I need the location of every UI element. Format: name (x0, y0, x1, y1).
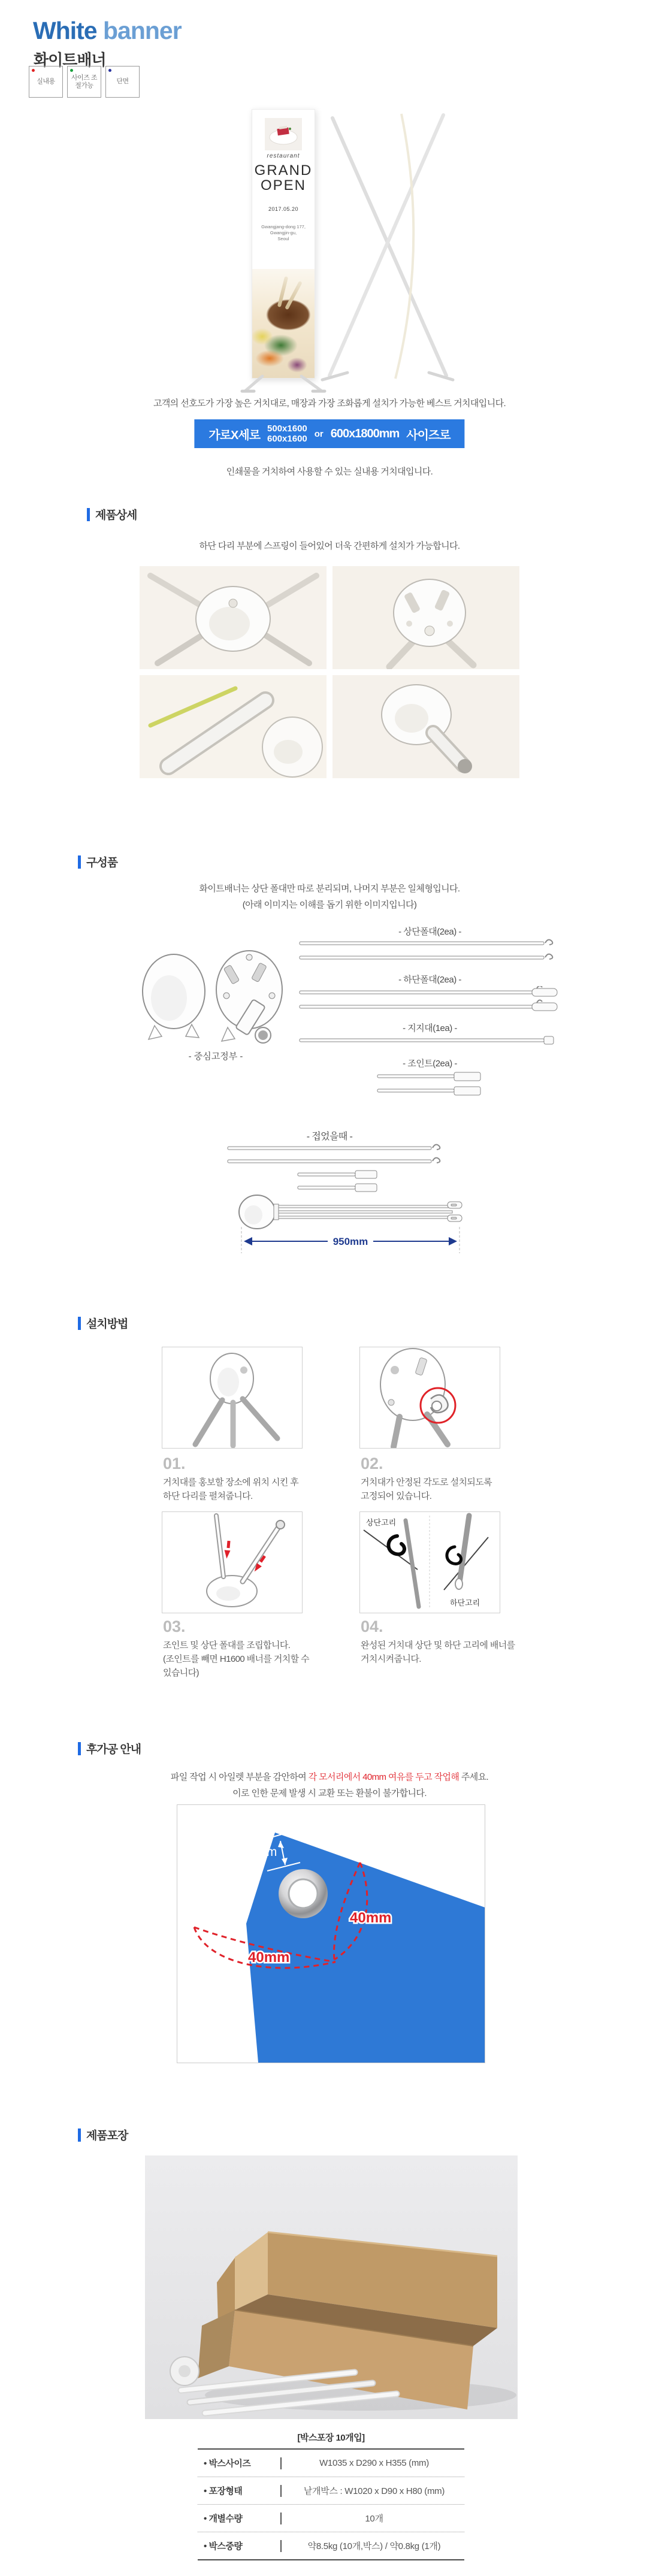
section-header-components: 구성품 (78, 854, 117, 870)
step4-image (359, 1511, 500, 1613)
hub-label: - 중심고정부 - (188, 1051, 243, 1062)
dish-photo (265, 118, 302, 150)
packaging-table-body (198, 2448, 464, 2560)
eyelet-guide-image (177, 1804, 485, 2063)
center-hub-illustration (132, 947, 300, 1045)
packaging-table-title: [박스포장 10개입] (297, 2433, 365, 2443)
sample-banner (252, 109, 315, 379)
detail-photo-hub-top (140, 566, 327, 669)
step3-text: 조인트 및 상단 폴대를 조립합니다. (조인트를 빼면 H1600 배너를 거치할 수 있습니다) (163, 1640, 310, 1678)
detail-photo-hub-side (332, 675, 519, 778)
table-row: • 박스중량 약8.5kg (10개,박스) / 약0.8kg (1개) (198, 2532, 464, 2559)
badge-single-sided-label: 단면 (116, 78, 129, 85)
page-subtitle: 화이트배너 (34, 51, 106, 69)
folded-stand-illustration (237, 1193, 464, 1230)
step2-text: 거치대가 안정된 각도로 설치되도록 고정되어 있습니다. (361, 1477, 492, 1501)
blue-bar-icon (78, 1317, 81, 1330)
folded-top-poles (226, 1143, 449, 1169)
x-frame-stand-illustration (312, 109, 461, 391)
finishing-notice-red: 각 모서리에서 40mm 여유를 두고 작업해 (308, 1772, 460, 1782)
intro-description: 고객의 선호도가 가장 높은 거치대로, 매장과 가장 조화롭게 설치가 가능한 베스트 거치대입니다. (153, 398, 506, 409)
intro-note: 인쇄물을 거치하여 사용할 수 있는 실내용 거치대입니다. (226, 467, 433, 477)
section-header-install: 설치방법 (78, 1315, 128, 1331)
step4-text: 완성된 거치대 상단 및 하단 고리에 배너를 거치시켜줍니다. (361, 1640, 515, 1664)
support-pole-illustration (298, 1035, 562, 1048)
components-desc2: (아래 이미지는 이해를 돕기 위한 이미지입니다) (242, 900, 417, 910)
page-title-primary: White (33, 17, 97, 44)
badge-single-sided (105, 66, 140, 98)
part-label-joint: - 조인트(2ea) - (403, 1059, 457, 1069)
banner-address: Gwangjang-dong 177, Gwangjin-gu, Seoul (261, 224, 306, 241)
step2-number: 02. (361, 1455, 383, 1473)
rib-bone-shape (285, 281, 303, 310)
corner-dim-v-label: 40mm (350, 1910, 392, 1926)
step4-number: 04. (361, 1617, 383, 1635)
hook-top-label: 상단고리 (366, 1518, 397, 1527)
packaging-table (198, 2431, 464, 2560)
feature-badges (29, 66, 140, 98)
eyelet-dim-label: 10mm (242, 1845, 277, 1859)
step1-number: 01. (163, 1455, 186, 1473)
step1-text: 거치대를 홍보할 장소에 위치 시킨 후 하단 다리를 펼쳐줍니다. (163, 1477, 299, 1501)
page-title (33, 17, 182, 45)
page-title-secondary: banner (103, 17, 182, 44)
size-options-stack (267, 424, 307, 444)
badge-size-adjustable-label: 사이즈 조절가능 (71, 74, 98, 89)
banner-date: 2017.05.20 (268, 206, 299, 212)
joints-illustration (376, 1070, 490, 1099)
divider (280, 2540, 282, 2552)
folded-dimension (237, 1227, 464, 1256)
blue-bar-icon (78, 1742, 81, 1755)
section-header-detail: 제품상세 (87, 506, 137, 522)
eyelet-guide-drawing (177, 1805, 485, 2063)
table-row: • 박스사이즈 W1035 x D290 x H355 (mm) (198, 2450, 464, 2477)
size-suffix: 사이즈로 (406, 428, 451, 442)
stand-feet-illustration (238, 373, 328, 394)
size-option-b: 600x1600 (267, 434, 307, 444)
detail-photo-hub-angled (332, 566, 519, 669)
part-label-bottom-pole: - 하단폴대(2ea) - (398, 975, 461, 985)
size-or: or (314, 428, 324, 439)
blue-bar-icon (78, 855, 81, 869)
divider (280, 2485, 282, 2497)
section-header-finishing: 후가공 안내 (78, 1740, 141, 1756)
bottom-poles-illustration (298, 986, 562, 1014)
section-header-packaging: 제품포장 (78, 2127, 128, 2143)
size-option-c: 600x1800mm (330, 427, 400, 440)
step3-number: 03. (163, 1617, 186, 1635)
badge-indoor-label: 실내용 (37, 78, 55, 85)
banner-title-line2: OPEN (260, 177, 306, 193)
finishing-notice-line1: 파일 작업 시 아일렛 부분을 감안하여 각 모서리에서 40mm 여유를 두고 작업해 주세요. (170, 1772, 489, 1782)
banner-brand-text: restaurant (267, 153, 300, 159)
corner-dim-h-label: 40mm (248, 1949, 290, 1966)
blue-bar-icon (78, 2128, 81, 2142)
folded-label: - 접었을때 - (306, 1132, 353, 1142)
components-desc1: 화이트배너는 상단 폴대만 따로 분리되며, 나머지 부분은 일체형입니다. (199, 884, 460, 894)
top-poles-illustration (298, 938, 562, 966)
table-row: • 개별수량 10개 (198, 2505, 464, 2532)
finishing-notice-line2: 이로 인한 문제 발생 시 교환 또는 환불이 불가합니다. (232, 1788, 427, 1798)
folded-dimension-label: 950mm (332, 1236, 368, 1247)
step3-image (162, 1511, 303, 1613)
banner-title-line1: GRAND (254, 162, 313, 179)
banner-food-photo (252, 269, 315, 378)
packaging-photo (145, 2155, 518, 2419)
size-highlight-box (194, 419, 464, 448)
detail-photo-leg-spring (140, 675, 327, 778)
size-prefix: 가로X세로 (208, 428, 261, 442)
hook-bottom-label: 하단고리 (450, 1598, 480, 1607)
red-dot-icon (32, 69, 35, 72)
navy-dot-icon (108, 69, 111, 72)
detail-description: 하단 다리 부분에 스프링이 들어있어 더욱 간편하게 설치가 가능합니다. (199, 541, 460, 551)
size-option-a: 500x1600 (267, 424, 307, 434)
divider (280, 2457, 282, 2469)
green-dot-icon (70, 69, 73, 72)
detail-photo-grid (140, 566, 519, 778)
badge-size-adjustable (67, 66, 101, 98)
table-row: • 포장형태 낱개박스 : W1020 x D90 x H80 (mm) (198, 2477, 464, 2505)
part-label-top-pole: - 상단폴대(2ea) - (398, 927, 461, 937)
divider (280, 2512, 282, 2524)
rib-bone-shape (277, 276, 288, 307)
blue-bar-icon (87, 508, 90, 521)
step2-image (359, 1347, 500, 1449)
badge-indoor (29, 66, 63, 98)
step1-image (162, 1347, 303, 1449)
folded-joints (297, 1169, 386, 1196)
part-label-support: - 지지대(1ea) - (403, 1023, 457, 1033)
